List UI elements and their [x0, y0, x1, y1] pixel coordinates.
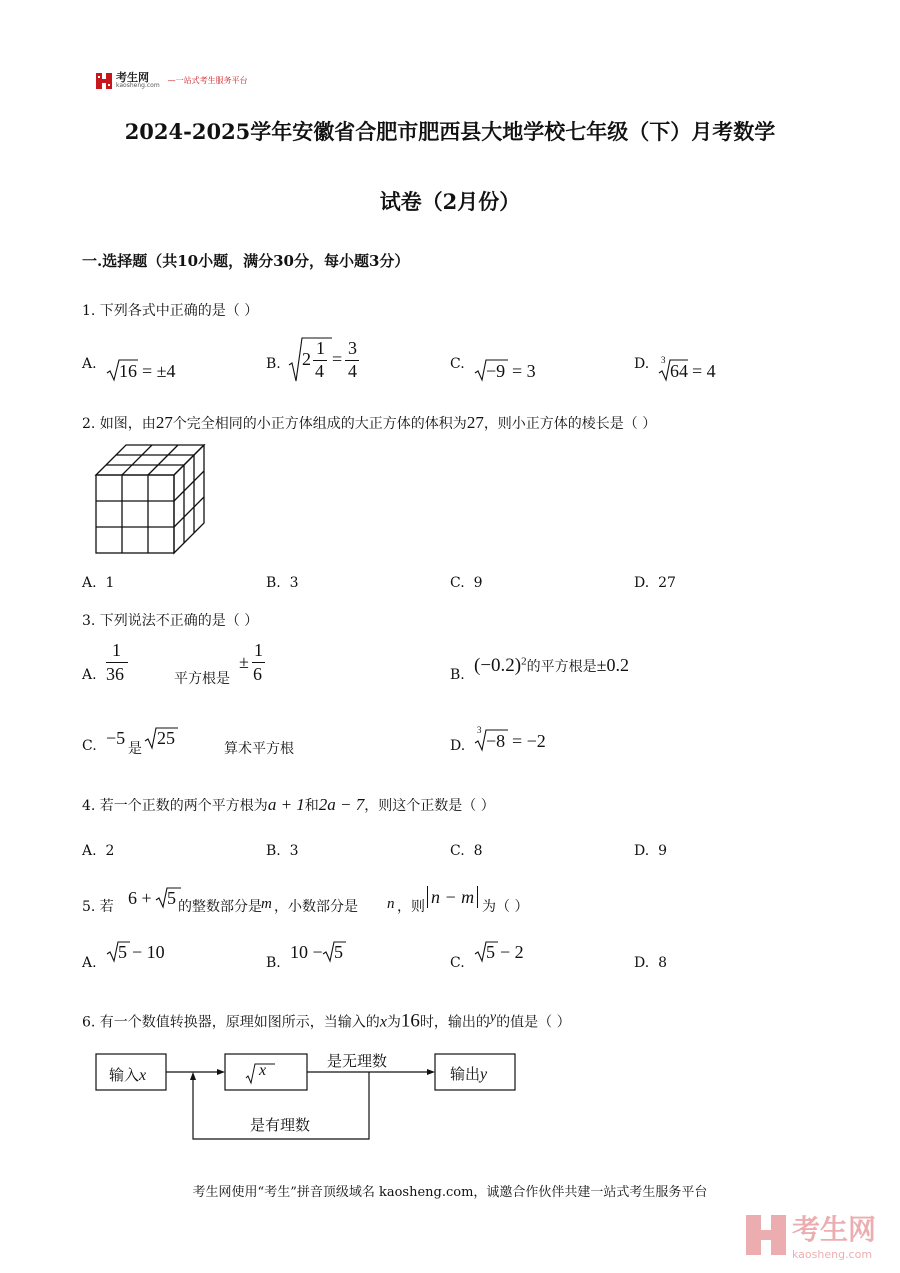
var-n: n [387, 896, 395, 912]
option-label: C. [82, 738, 97, 754]
q3-b-expr [474, 655, 629, 677]
q3-option-b [450, 667, 465, 683]
option-text: 3 [289, 575, 299, 591]
stem-mid: ，小数部分是 [274, 899, 358, 915]
sqrt-box: x [259, 1062, 267, 1079]
output-label: 输出 [450, 1065, 481, 1083]
stem-mid: 时，输出的 [419, 1014, 490, 1031]
logo-text [116, 72, 160, 89]
option-text: 算术平方根 [224, 741, 294, 757]
option-label: A. [82, 955, 97, 971]
fraction-num: 1 [112, 640, 121, 660]
option-label: D. [634, 955, 650, 971]
option-label: C. [450, 955, 465, 971]
q2-option-a [82, 575, 114, 591]
stem-mid: 和 [304, 798, 319, 814]
root-index: 3 [661, 355, 666, 365]
option-label: B. [266, 955, 281, 971]
option-label: A. [82, 575, 97, 591]
watermark-name: 考生网 [791, 1213, 876, 1246]
watermark-text [792, 1208, 876, 1261]
arrow-icon [217, 1069, 225, 1075]
fraction-num: 1 [316, 338, 325, 358]
option-text: 3 [289, 843, 299, 859]
stem-mid: 为 [386, 1014, 401, 1031]
rhs: = 4 [692, 361, 716, 381]
output-box [450, 1063, 487, 1084]
stem-post: ，则小正方体的棱长是（ ） [483, 416, 657, 432]
option-label: D. [634, 356, 650, 372]
option-label: C. [450, 356, 465, 372]
option-text: 的平方根是 [526, 659, 597, 675]
fraction-bar [252, 662, 265, 663]
stem-pre: 4. 若一个正数的两个平方根为 [82, 798, 268, 814]
q4-option-d [634, 843, 667, 859]
option-label: B. [266, 575, 281, 591]
logo-slogan: —一站式考生服务平台 [167, 76, 248, 85]
rhs: = ±4 [142, 361, 176, 381]
option-text: 8 [473, 843, 483, 859]
kaosheng-logo-icon [746, 1215, 786, 1255]
option-label: B. [266, 356, 281, 372]
radicand: −9 [486, 361, 506, 381]
expr-2a-minus-7: 2a − 7 [318, 795, 365, 814]
stem-post: 为（ ） [482, 899, 529, 915]
fraction-den: 6 [253, 664, 262, 684]
var-y: y [489, 1010, 497, 1025]
slogan-text: 一站式考生服务平台 [175, 76, 248, 85]
q3-stem: 3. 下列说法不正确的是（ ） [82, 613, 259, 629]
option-text: 9 [473, 575, 483, 591]
fraction-num: 1 [254, 640, 263, 660]
rhs-num: 3 [348, 338, 357, 358]
q1-stem: 1. 下列各式中正确的是（ ） [82, 303, 259, 319]
input-label: 输入 [109, 1066, 140, 1084]
option-label: A. [82, 356, 97, 372]
lhs: 10 − [290, 942, 323, 962]
radicand: 5 [167, 888, 176, 908]
page-title-line2: 试卷（2月份） [379, 189, 521, 214]
kaosheng-logo-icon [96, 73, 112, 89]
q4-option-c [450, 843, 483, 859]
page-footer: 考生网使用“考生”拼音顶级域名 kaosheng.com，诚邀合作伙伴共建一站式考生服务平台 [192, 1185, 708, 1200]
option-label: D. [634, 843, 650, 859]
option-label: C. [450, 843, 465, 859]
stem-number: 27 [466, 413, 484, 432]
option-label: B. [266, 843, 281, 859]
q2-option-c [450, 575, 483, 591]
q5-c-expr [474, 940, 544, 966]
logo-domain: kaosheng.com [116, 82, 160, 89]
option-label: B. [450, 667, 465, 683]
option-label: A. [82, 667, 97, 683]
q2-stem [82, 413, 656, 433]
stem-mid: 的整数部分是 [178, 899, 262, 915]
q3-a-expr [106, 640, 276, 690]
q1-option-a [82, 356, 97, 372]
option-text: 是 [128, 741, 142, 757]
q4-stem [82, 795, 495, 815]
radicand: 5 [486, 942, 495, 962]
radicand: −8 [486, 731, 506, 751]
arrow-icon [427, 1069, 435, 1075]
equals: = [332, 349, 343, 369]
abs-expr: n − m [427, 886, 478, 908]
q2-option-d [634, 575, 676, 591]
fraction-den: 36 [106, 664, 124, 684]
var-m: m [261, 896, 272, 912]
logo-name: 考生网 [116, 71, 149, 84]
option-text: 27 [658, 575, 676, 591]
option-label: D. [634, 575, 650, 591]
converter-flowchart [95, 1050, 525, 1142]
mixed-whole: 2 [302, 349, 311, 369]
var-x: x [379, 1013, 387, 1031]
section-heading: 一.选择题（共10小题，满分30分，每小题3分） [82, 252, 410, 270]
rhs-den: 4 [348, 361, 357, 381]
option-text: 2 [105, 843, 115, 859]
q1-option-c [450, 356, 465, 372]
input-box [109, 1064, 146, 1085]
watermark-logo [746, 1208, 876, 1261]
q4-option-b [266, 843, 299, 859]
brand-logo [96, 72, 248, 89]
label-rational: 是有理数 [250, 1116, 311, 1134]
stem-mid: ，则 [397, 899, 425, 915]
fraction-den: 4 [315, 361, 324, 381]
rhs: − 10 [132, 942, 165, 962]
stem-post: 的值是（ ） [496, 1014, 571, 1031]
expr-six-plus: 6 + [128, 888, 152, 908]
q3-option-d [450, 738, 465, 754]
radicand: 16 [119, 361, 137, 381]
var-y: y [480, 1066, 488, 1083]
cube-figure [94, 444, 212, 556]
option-label: A. [82, 843, 97, 859]
option-label: C. [450, 575, 465, 591]
stem-pre: 2. 如图，由 [82, 416, 156, 432]
stem-pre: 5. 若 [82, 899, 114, 915]
fraction-bar [106, 662, 128, 663]
arrow-icon [190, 1072, 196, 1080]
q2-option-b [266, 575, 299, 591]
plus-minus: ± [239, 652, 249, 672]
option-text: 1 [105, 575, 115, 591]
root-index: 3 [477, 725, 482, 735]
q3-c-expr [106, 726, 306, 756]
q1-option-b [266, 356, 281, 372]
stem-number: 27 [155, 413, 173, 432]
q5-stem [82, 882, 602, 918]
rhs: = −2 [512, 731, 546, 751]
q3-option-a [82, 667, 97, 683]
page-title-line1: 2024-2025学年安徽省合肥市肥西县大地学校七年级（下）月考数学 [124, 119, 776, 144]
radicand: 5 [334, 942, 343, 962]
value: ±0.2 [596, 655, 630, 675]
option-label: D. [450, 738, 466, 754]
option-text: 平方根是 [174, 671, 230, 687]
q6-stem [82, 1010, 571, 1033]
var-x: x [139, 1067, 147, 1084]
watermark-domain: kaosheng.com [791, 1248, 873, 1261]
stem-mid: 个完全相同的小正方体组成的大正方体的体积为 [172, 416, 467, 432]
q5-a-expr [106, 940, 176, 966]
q5-option-a [82, 955, 97, 971]
expr-a-plus-1: a + 1 [267, 795, 305, 814]
stem-post: ，则这个正数是（ ） [364, 798, 495, 814]
value: −5 [106, 728, 126, 748]
rhs: − 2 [500, 942, 524, 962]
q5-option-b [266, 955, 281, 971]
q4-option-a [82, 843, 114, 859]
option-text: 9 [658, 843, 668, 859]
stem-pre: 6. 有一个数值转换器，原理如图所示，当输入的 [82, 1014, 380, 1031]
option-text: 8 [658, 955, 668, 971]
rhs: = 3 [512, 361, 536, 381]
stem-number: 16 [400, 1010, 420, 1032]
expr-base: (−0.2) [474, 655, 522, 676]
exponent: 2 [521, 655, 527, 668]
q1-b-expr [288, 335, 368, 385]
q1-option-d [634, 356, 649, 372]
label-irrational: 是无理数 [327, 1052, 388, 1070]
q5-option-d [634, 955, 667, 971]
radicand: 64 [670, 361, 688, 381]
radicand: 5 [118, 942, 127, 962]
q5-b-expr [290, 940, 360, 966]
q3-option-c [82, 738, 97, 754]
q5-option-c [450, 955, 465, 971]
radicand: 25 [157, 728, 175, 748]
